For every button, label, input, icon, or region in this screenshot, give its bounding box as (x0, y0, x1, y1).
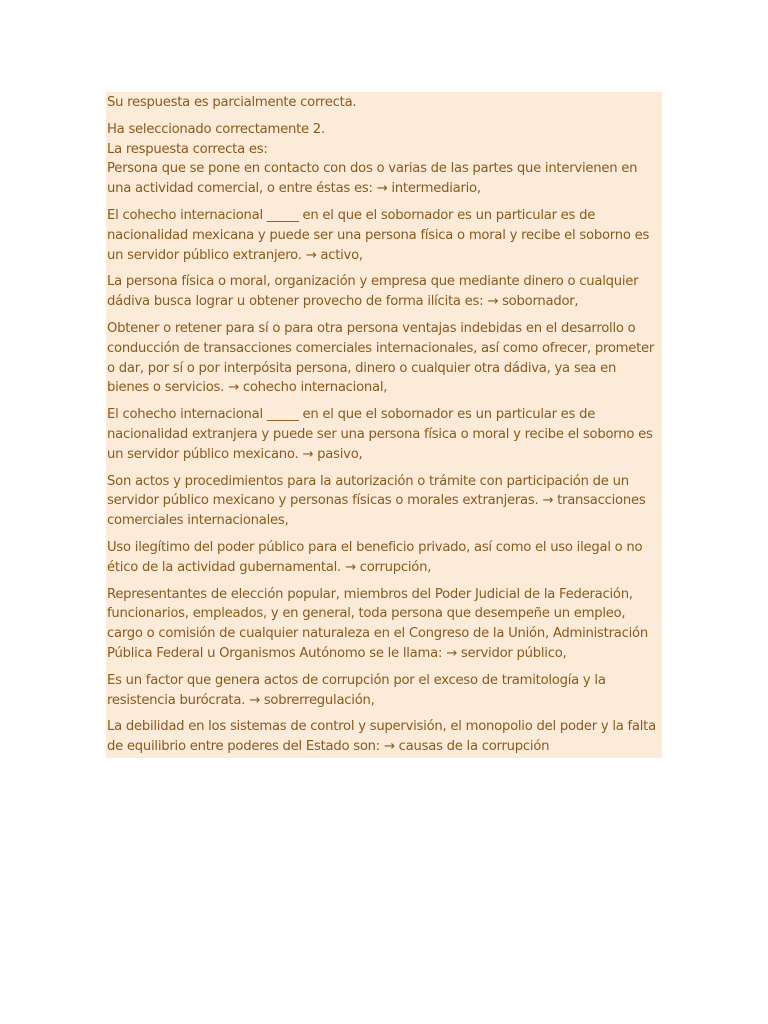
answer-prompt: Obtener o retener para sí o para otra persona ventajas indebidas en el desarrollo o conducción de transacciones comerciales internacionales, así como ofrecer, prometer o dar, por sí o por interpósita persona, dinero o cualquier otra dádiva, ya sea en bienes o servicios. (107, 320, 655, 396)
answer-item (107, 405, 660, 464)
answer-prompt: La debilidad en los sistemas de control y supervisión, el monopolio del poder y la falta de equilibrio entre poderes del Estado son: (107, 719, 656, 755)
answer-item (107, 272, 660, 312)
answer-value: sobornador, (502, 294, 579, 310)
answer-prompt: El cohecho internacional _____ en el que el sobornador es un particular es de nacionalidad extranjera y puede ser una persona física o moral y recibe el soborno es un servidor público mexicano. (107, 407, 653, 462)
answer-prompt: Persona que se pone en contacto con dos o varias de las partes que intervienen en una actividad comercial, o entre éstas es: (107, 161, 638, 197)
answer-item (107, 717, 660, 758)
answer-item (107, 671, 660, 711)
selected-correct-count: Ha seleccionado correctamente 2. (107, 121, 325, 137)
answer-item (107, 472, 660, 531)
answer-prompt: Uso ilegítimo del poder público para el beneficio privado, así como el uso ilegal o no ético de la actividad gubernamental. (107, 539, 643, 575)
answer-item (107, 206, 660, 265)
feedback-summary (107, 120, 660, 199)
arrow-icon: → (446, 645, 461, 661)
answer-item (107, 585, 660, 664)
answer-value: cohecho internacional, (242, 380, 388, 396)
answer-value: servidor público, (460, 645, 567, 661)
answer-value: corrupción, (359, 559, 432, 575)
arrow-icon: → (376, 181, 392, 197)
feedback-status: Su respuesta es parcialmente correcta. (107, 95, 357, 110)
answer-value: pasivo, (317, 446, 363, 462)
answer-value: causas de la corrupción (398, 739, 550, 755)
answer-value: transacciones comerciales internacionales, (107, 493, 646, 529)
answer-value: sobrerregulación, (263, 692, 375, 708)
arrow-icon: → (228, 380, 243, 396)
arrow-icon: → (249, 692, 264, 708)
answer-value: activo, (320, 247, 363, 263)
arrow-icon: → (383, 739, 399, 755)
arrow-icon: → (344, 559, 360, 575)
answer-item (107, 319, 660, 398)
answer-prompt: Es un factor que genera actos de corrupción por el exceso de tramitología y la resistencia burócrata. (107, 672, 606, 708)
answer-prompt: Representantes de elección popular, miembros del Poder Judicial de la Federación, funcionarios, empleados, y en general, toda persona que desempeñe un empleo, cargo o comisión de cualquier naturaleza en el Congreso de la Unión, Administración Pública Federal u Organismos Autónomo se le llama: (107, 586, 648, 661)
answer-value: intermediario, (391, 181, 481, 197)
answer-prompt: Son actos y procedimientos para la autorización o trámite con participación de un servidor público mexicano y personas físicas o morales extranjeras. (107, 473, 629, 509)
arrow-icon: → (487, 294, 503, 310)
arrow-icon: → (305, 247, 321, 263)
arrow-icon: → (302, 446, 318, 462)
answer-prompt: La persona física o moral, organización y empresa que mediante dinero o cualquier dádiva busca lograr u obtener provecho de forma ilícita es: (107, 274, 639, 310)
arrow-icon: → (542, 493, 558, 509)
correct-answer-heading: La respuesta correcta es: (107, 141, 268, 157)
answer-item (107, 538, 660, 578)
answer-prompt: El cohecho internacional _____ en el que el sobornador es un particular es de nacionalidad mexicana y puede ser una persona física o moral y recibe el soborno es un servidor público extranjero. (107, 207, 650, 263)
feedback-panel (106, 92, 662, 758)
